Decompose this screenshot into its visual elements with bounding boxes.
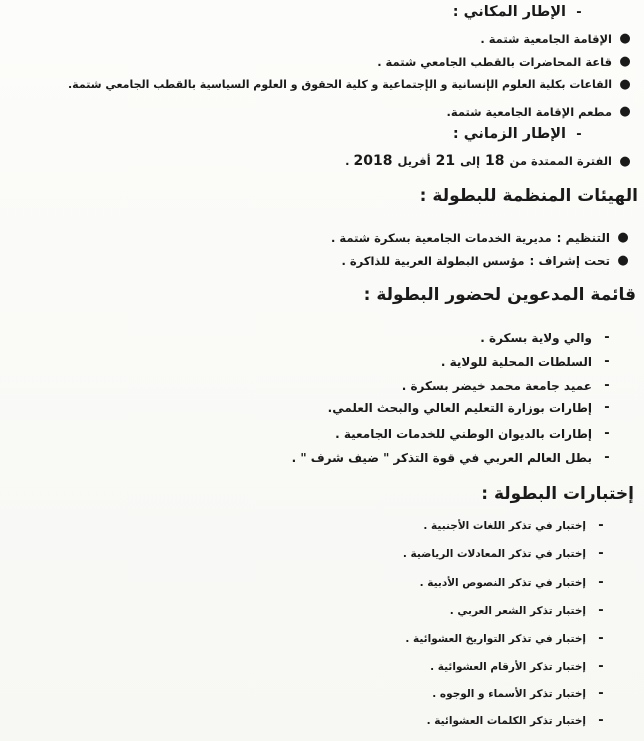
list-item (0, 253, 644, 268)
supervision-text: مؤسس البطولة العربية للذاكرة . (341, 253, 525, 268)
list-item (0, 54, 644, 69)
dash-marker: - (604, 450, 610, 465)
organizers-heading: الهيئات المنظمة للبطولة : (419, 186, 638, 206)
test-5: إختبار في تذكر التواريخ العشوائية . (405, 632, 586, 645)
invitee-5: إطارات بالديوان الوطني للخدمات الجامعية . (335, 426, 592, 441)
supervision-label: تحت إشراف : (529, 253, 610, 268)
organizers-heading-row (0, 186, 644, 206)
place-heading-row (0, 4, 644, 20)
test-4: إختبار تذكر الشعر العربي . (449, 604, 586, 617)
list-item (0, 686, 644, 701)
tests-heading: إختبارات البطولة : (481, 484, 634, 504)
dash-marker: - (598, 631, 604, 646)
time-day-to: 21 (435, 153, 456, 169)
time-heading-row (0, 126, 644, 142)
dash-marker: - (604, 330, 610, 345)
dash-marker: - (598, 686, 604, 701)
time-month: أفريل (397, 154, 431, 168)
list-item (0, 603, 644, 618)
dash-marker: - (598, 603, 604, 618)
list-item (0, 354, 644, 369)
dash-marker: - (604, 426, 610, 441)
invitee-4: إطارات بوزارة التعليم العالي والبحث العلمي. (327, 400, 592, 415)
list-item (0, 378, 644, 393)
tests-heading-row (0, 484, 644, 504)
place-heading: الإطار المكاني : (452, 4, 566, 20)
list-item (0, 104, 644, 119)
invitee-1: والي ولاية بسكرة . (480, 330, 592, 345)
bullet-marker: ● (619, 153, 631, 169)
list-item (0, 153, 644, 169)
dash-marker: - (576, 126, 582, 142)
time-day-from: 18 (485, 153, 505, 169)
dash-marker: - (598, 713, 604, 728)
bullet-marker: ● (619, 104, 631, 119)
list-item (0, 450, 644, 465)
dash-marker: - (604, 378, 610, 393)
invitees-heading-row (0, 285, 644, 305)
invitee-6: بطل العالم العربي في قوة التذكر " ضيف شرف " . (291, 450, 592, 465)
bullet-marker: ● (617, 253, 629, 268)
bullet-marker: ● (619, 54, 631, 69)
test-7: إختبار تذكر الأسماء و الوجوه . (432, 687, 586, 700)
test-2: إختبار في تذكر المعادلات الرياضية . (402, 547, 586, 560)
test-8: إختبار تذكر الكلمات العشوائية . (426, 714, 586, 727)
place-item-1: الإقامة الجامعية شتمة . (480, 31, 612, 46)
time-heading: الإطار الزماني : (452, 126, 566, 142)
time-year: 2018 (353, 153, 393, 169)
list-item (0, 518, 644, 533)
dash-marker: - (598, 659, 604, 674)
dash-marker: - (604, 400, 610, 415)
bullet-marker: ● (619, 77, 631, 92)
list-item (0, 400, 644, 415)
list-item (0, 631, 644, 646)
invitee-2: السلطات المحلية للولاية . (440, 354, 592, 369)
invitee-3: عميد جامعة محمد خيضر بسكرة . (401, 378, 592, 393)
list-item (0, 31, 644, 46)
organizer-text: مديرية الخدمات الجامعية بسكرة شتمة . (331, 230, 552, 245)
time-end: . (345, 154, 350, 168)
list-item (0, 426, 644, 441)
test-6: إختبار تذكر الأرقام العشوائية . (430, 660, 586, 673)
time-to-word: إلى (460, 154, 481, 168)
place-item-3: القاعات بكلية العلوم الإنسانية و الإجتماعية و كلية الحقوق و العلوم السياسية بالقطب الجامعي شتمة. (67, 78, 612, 91)
dash-marker: - (598, 575, 604, 590)
time-period-prefix: الفترة الممتدة من (509, 154, 612, 168)
organizer-label: التنظيم : (556, 230, 610, 245)
list-item (0, 330, 644, 345)
bullet-marker: ● (619, 31, 631, 46)
list-item (0, 230, 644, 245)
dash-marker: - (576, 4, 582, 20)
list-item (0, 77, 644, 92)
test-3: إختبار في تذكر النصوص الأدبية . (419, 576, 586, 589)
dash-marker: - (598, 518, 604, 533)
test-1: إختبار في تذكر اللغات الأجنبية . (423, 519, 586, 532)
invitees-heading: قائمة المدعوين لحضور البطولة : (363, 285, 636, 305)
dash-marker: - (598, 546, 604, 561)
list-item (0, 575, 644, 590)
dash-marker: - (604, 354, 610, 369)
place-item-2: قاعة المحاضرات بالقطب الجامعي شتمة . (377, 54, 612, 69)
list-item (0, 713, 644, 728)
bullet-marker: ● (617, 230, 629, 245)
list-item (0, 546, 644, 561)
list-item (0, 659, 644, 674)
place-item-4: مطعم الإقامة الجامعية شتمة. (446, 104, 612, 119)
